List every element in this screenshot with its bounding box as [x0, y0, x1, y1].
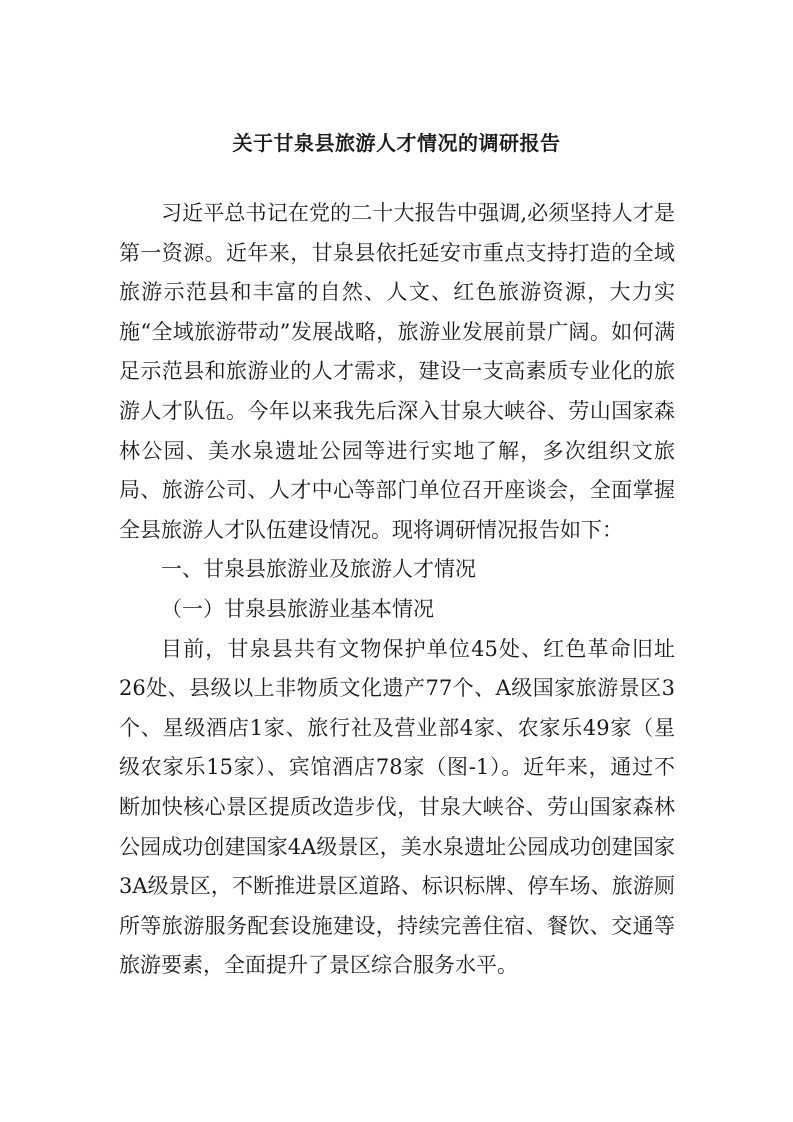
- document-body: [119, 194, 675, 986]
- paragraph-intro: 习近平总书记在党的二十大报告中强调,必须坚持人才是第一资源。近年来，甘泉县依托延安市重点支持打造的全域旅游示范县和丰富的自然、人文、红色旅游资源，大力实施“全域旅游带动”发展战略，旅游业发展前景广阔。如何满足示范县和旅游业的人才需求，建设一支高素质专业化的旅游人才队伍。今年以来我先后深入甘泉大峡谷、劳山国家森林公园、美水泉遗址公园等进行实地了解，多次组织文旅局、旅游公司、人才中心等部门单位召开座谈会，全面掌握全县旅游人才队伍建设情况。现将调研情况报告如下：: [119, 201, 675, 542]
- subsection-heading-1: （一）甘泉县旅游业基本情况: [161, 596, 434, 621]
- document-title: 关于甘泉县旅游人才情况的调研报告: [232, 131, 561, 155]
- section-heading-1: 一、甘泉县旅游业及旅游人才情况: [161, 557, 476, 582]
- paragraph-tourism-overview: 目前，甘泉县共有文物保护单位45处、红色革命旧址26处、县级以上非物质文化遗产77个、A级国家旅游景区3个、星级酒店1家、旅行社及营业部4家、农家乐49家（星级农家乐15家）、宾馆酒店78家（图-1）。近年来，通过不断加快核心景区提质改造步伐，甘泉大峡谷、劳山国家森林公园成功创建国家4A级景区，美水泉遗址公园成功创建国家3A级景区，不断推进景区道路、标识标牌、停车场、旅游厕所等旅游服务配套设施建设，持续完善住宿、餐饮、交通等旅游要素，全面提升了景区综合服务水平。: [119, 636, 675, 978]
